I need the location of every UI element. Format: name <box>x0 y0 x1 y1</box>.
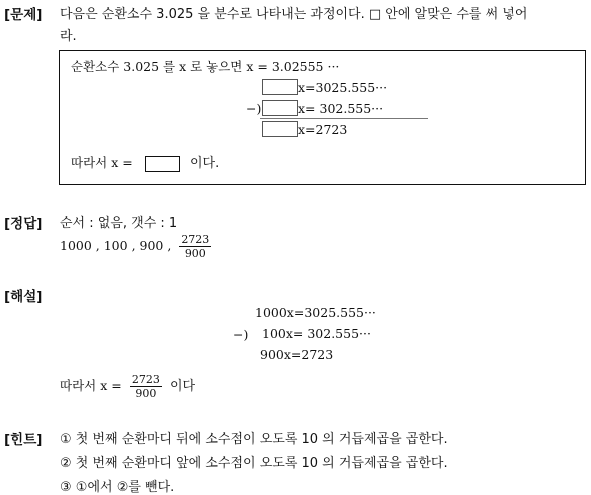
box-conclusion-suffix: 이다. <box>189 156 220 171</box>
explanation-frac-num: 2723 <box>131 373 160 386</box>
explanation-row2: 100x= 302.555··· <box>262 326 371 341</box>
box-conclusion-prefix: 따라서 x = <box>71 155 133 170</box>
problem-box <box>59 50 586 185</box>
explanation-fraction <box>130 373 162 400</box>
box-row2: x= 302.555··· <box>298 101 384 116</box>
problem-text-line2: 라. <box>60 29 77 44</box>
answer-frac-den: 900 <box>184 247 206 260</box>
blank-box-answer[interactable] <box>145 156 180 172</box>
hint-item: ① 첫 번째 순환마디 뒤에 소수점이 오도록 10 의 거듭제곱을 곱한다. <box>60 432 448 447</box>
hint-item: ③ ①에서 ②를 뺀다. <box>60 480 175 495</box>
hint-tag: [힌트] <box>4 432 43 448</box>
explanation-conclusion-prefix: 따라서 x = <box>60 378 122 393</box>
blank-box-1[interactable] <box>262 79 298 95</box>
box-intro: 순환소수 3.025 를 x 로 놓으면 x = 3.02555 ··· <box>71 59 340 74</box>
box-row1: x=3025.555··· <box>298 80 388 95</box>
box-minus-sign: −) <box>246 101 262 116</box>
answer-values-text: 1000 , 100 , 900 , <box>60 238 172 253</box>
blank-box-3[interactable] <box>262 121 298 137</box>
problem-tag: [문제] <box>4 7 43 23</box>
blank-box-2[interactable] <box>262 100 298 116</box>
explanation-conclusion-suffix: 이다 <box>169 379 196 394</box>
subtraction-line <box>260 118 428 119</box>
explanation-row1: 1000x=3025.555··· <box>255 305 376 320</box>
answer-fraction <box>179 233 211 260</box>
problem-text-line1: 다음은 순환소수 3.025 을 분수로 나타내는 과정이다. □ 안에 알맞은 수를 써 넣어 <box>60 7 528 22</box>
box-row3: x=2723 <box>298 122 348 137</box>
answer-frac-num: 2723 <box>181 233 210 246</box>
explanation-conclusion <box>60 373 195 400</box>
answer-line1: 순서 : 없음, 갯수 : 1 <box>60 216 178 231</box>
explanation-minus: −) <box>233 327 249 342</box>
explanation-frac-den: 900 <box>135 387 157 400</box>
answer-values <box>60 233 211 260</box>
hint-item: ② 첫 번째 순환마디 앞에 소수점이 오도록 10 의 거듭제곱을 곱한다. <box>60 456 448 471</box>
answer-tag: [정답] <box>4 216 43 232</box>
box-conclusion <box>71 152 219 172</box>
explanation-tag: [해설] <box>4 289 43 305</box>
explanation-row3: 900x=2723 <box>260 347 334 362</box>
